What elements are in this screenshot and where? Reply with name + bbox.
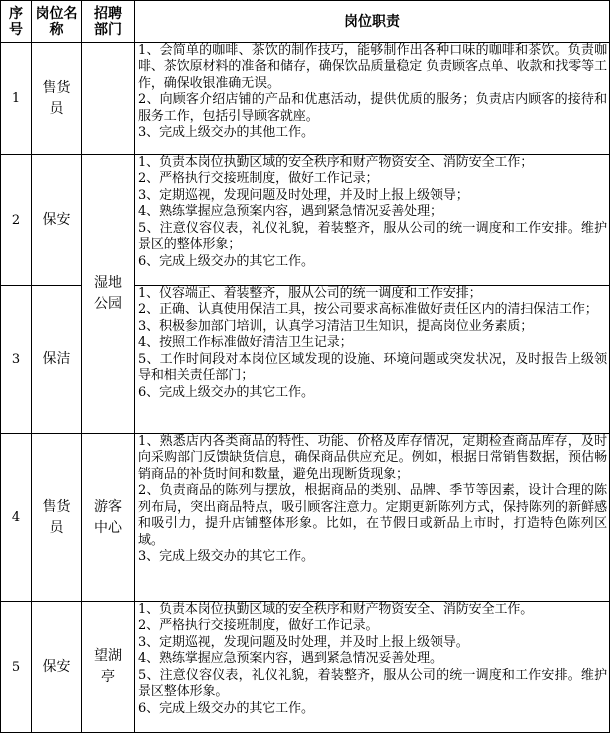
duties-cell (135, 434, 610, 602)
duty-line: 1、熟悉店内各类商品的特性、功能、价格及库存情况，定期检查商品库存，及时向采购部门反馈缺货信息，确保商品供应充足。例如，根据日常销售数据，预估畅销商品的补货时间和数量，避免出现断货现象； (138, 434, 607, 482)
department-label: 湿地公园 (94, 275, 122, 312)
header-position: 岗位名称 (32, 1, 82, 43)
row-number: 3 (1, 286, 32, 434)
duties-cell (135, 286, 610, 434)
row-number: 5 (1, 602, 32, 733)
duty-line: 5、注意仪容仪表，礼仪礼貌，着装整齐，服从公司的统一调度和工作安排。维护景区的整体形象； (138, 220, 607, 253)
table-row (1, 43, 610, 155)
duty-line: 1、会简单的咖啡、茶饮的制作技巧，能够制作出各种口味的咖啡和茶饮。负责咖啡、茶饮原材料的准备和储存，确保饮品质量稳定 负责顾客点单、收款和找零等工作，确保收银准确无误。 (138, 43, 607, 91)
department-wetland-park (82, 155, 135, 434)
position-name: 保安 (32, 155, 82, 286)
table-row (1, 434, 610, 602)
duty-line: 4、按照工作标准做好清洁卫生记录； (138, 335, 353, 351)
duty-line: 2、严格执行交接班制度，做好工作记录。 (138, 618, 379, 634)
duty-line: 6、完成上级交办的其它工作。 (138, 700, 314, 716)
header-dept: 招聘部门 (82, 1, 135, 43)
duty-line: 3、定期巡视，发现问题及时处理，并及时上报上级领导。 (138, 634, 469, 650)
department-empty (82, 43, 135, 155)
duty-line: 4、熟练掌握应急预案内容，遇到紧急情况妥善处理； (138, 204, 443, 220)
duty-line: 2、负责商品的陈列与摆放，根据商品的类别、品牌、季节等因素，设计合理的陈列布局，突出商品特点，吸引顾客注意力。定期更新陈列方式，保持陈列的新鲜感和吸引力，提升店铺整体形象。比如，在节假日或新品上市时，打造特色陈列区域。 (138, 483, 607, 548)
duties-cell (135, 602, 610, 733)
duty-line: 6、完成上级交办的其它工作。 (138, 384, 314, 400)
header-no: 序号 (1, 1, 32, 43)
row-number: 4 (1, 434, 32, 602)
duty-line: 2、严格执行交接班制度，做好工作记录； (138, 171, 379, 187)
position-name: 售货员 (32, 434, 82, 602)
duties-cell (135, 155, 610, 286)
duty-line: 2、正确、认真使用保洁工具，按公司要求高标准做好责任区内的清扫保洁工作； (138, 302, 598, 318)
duty-line: 3、完成上级交办的其他工作。 (138, 125, 314, 141)
department-lake-pavilion (82, 602, 135, 733)
duty-line: 5、注意仪容仪表，礼仪礼貌，着装整齐，服从公司的统一调度和工作安排。维护景区整体形象。 (138, 667, 607, 700)
duty-line: 2、向顾客介绍店铺的产品和优惠活动，提供优质的服务；负责店内顾客的接待和服务工作，包括引导顾客就座。 (138, 92, 607, 124)
duty-line: 1、仪容端正、着装整齐，服从公司的统一调度和工作安排； (138, 286, 482, 301)
position-name: 售货员 (32, 43, 82, 155)
position-name: 保洁 (32, 286, 82, 434)
duty-line: 1、负责本岗位执勤区域的安全秩序和财产物资安全、消防安全工作。 (138, 602, 534, 617)
table-row (1, 155, 610, 286)
department-label: 游客中心 (94, 498, 122, 536)
duty-line: 4、熟练掌握应急预案内容，遇到紧急情况妥善处理。 (138, 651, 443, 667)
row-number: 1 (1, 43, 32, 155)
duty-line: 3、积极参加部门培训，认真学习清洁卫生知识，提高岗位业务素质； (138, 318, 534, 334)
duty-line: 3、定期巡视，发现问题及时处理，并及时上报上级领导； (138, 187, 469, 203)
duty-line: 1、负责本岗位执勤区域的安全秩序和财产物资安全、消防安全工作； (138, 155, 534, 170)
table-row (1, 602, 610, 733)
duty-line: 3、完成上级交办的其它工作。 (138, 549, 314, 565)
position-name: 保安 (32, 602, 82, 733)
duties-cell (135, 43, 610, 155)
row-number: 2 (1, 155, 32, 286)
duty-line: 5、工作时间段对本岗位区域发现的设施、环境问题或突发状况，及时报告上级领导和相关责任部门； (138, 351, 607, 384)
duty-line: 6、完成上级交办的其它工作。 (138, 253, 314, 269)
header-duties: 岗位职责 (135, 1, 610, 43)
department-label: 望湖亭 (94, 648, 122, 685)
table-header-row (1, 1, 610, 43)
department-visitor-center (82, 434, 135, 602)
